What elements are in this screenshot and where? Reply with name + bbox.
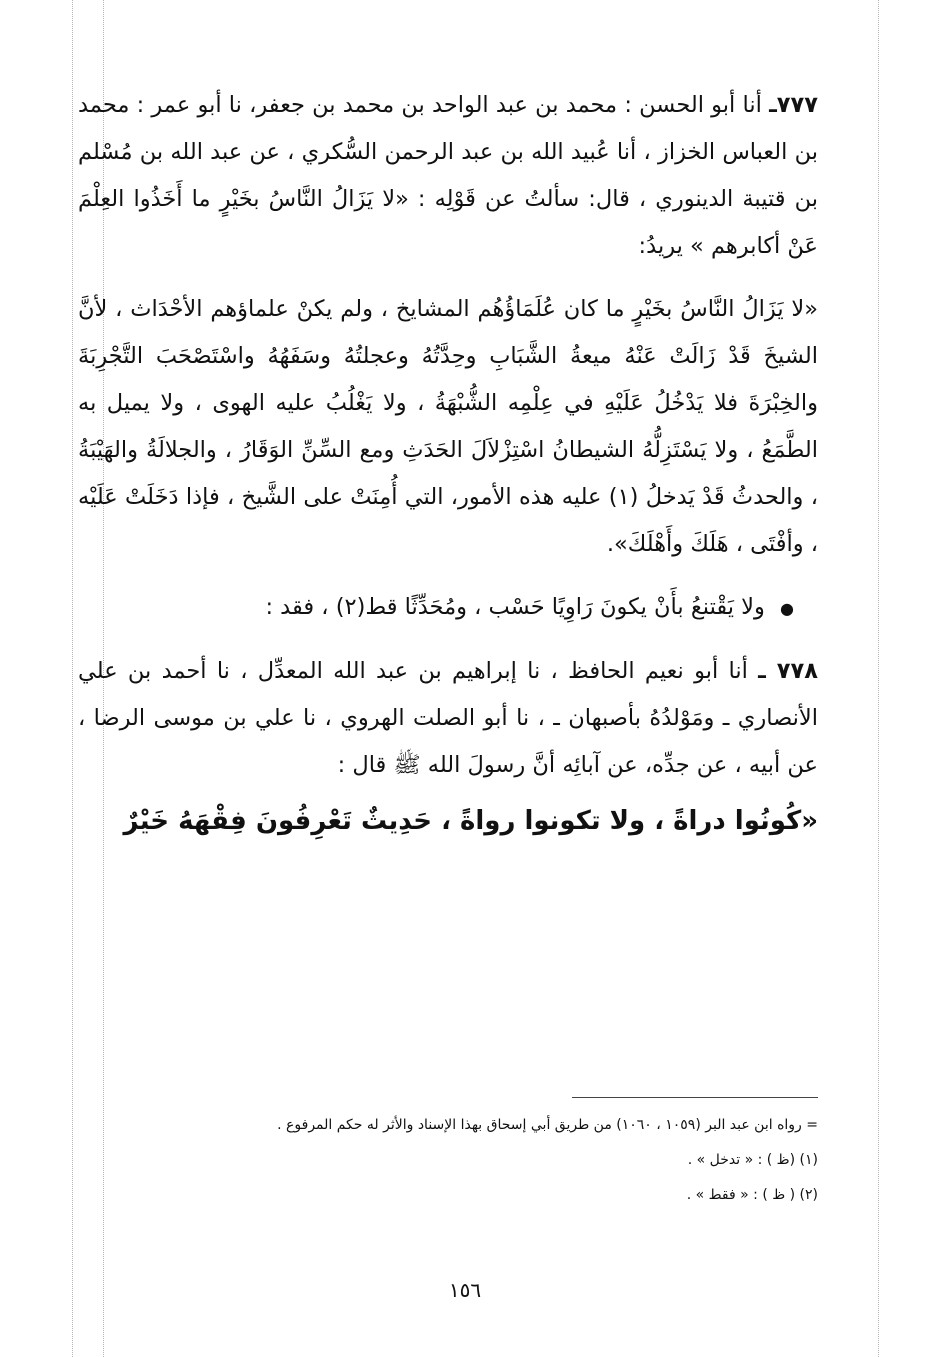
footnote-continuation: = رواه ابن عبد البر (١٠٥٩ ، ١٠٦٠) من طريق أبي إسحاق بهذا الإسناد والأثر له حكم المرفوع . <box>277 1117 818 1133</box>
page-body <box>78 82 818 847</box>
paragraph-778 <box>78 648 818 789</box>
footnote-divider <box>572 1097 818 1098</box>
paragraph-778-text: أنا أبو نعيم الحافظ ، نا إبراهيم بن عبد الله المعدِّل ، نا أحمد بن علي الأنصاري ـ ومَوْلدُهُ بأصبهان ـ ، نا أبو الصلت الهروي ، نا علي بن موسى الرضا ، عن أبيه ، عن جدِّه، عن آبائِه أنَّ رسولَ الله ﷺ قال : <box>78 658 818 778</box>
paragraph-bullet <box>78 584 818 632</box>
paragraph-explanation-text: «لا يَزَالُ النَّاسُ بخَيْرٍ ما كان عُلَمَاؤُهُم المشايخ ، ولم يكنْ علماؤهم الأحْدَاث ، لأنَّ الشيخَ قَدْ زَالَتْ عَنْهُ ميعةُ الشَّبَابِ وحِدَّتُهُ وعجلتُهُ وسَفَهُهُ واسْتَصْحَبَ التَّجْرِبَةَ والخِبْرَةَ فلا يَدْخُلُ عَلَيْهِ في عِلْمِه الشُّبْهَةُ ، ولا يَغْلُبُ عليه الهوى ، ولا يميل به الطَّمَعُ ، ولا يَسْتَزِلُّهُ الشيطانُ اسْتِزْلاَلَ الحَدَثِ ومع السِّنِّ الوَقَارُ ، والجلالَةُ والهَيْبَةُ ، والحدثُ قَدْ يَدخلُ (١) عليه هذه الأمور، التي أُمِنَتْ على الشَّيخ ، فإذا دَخَلَتْ عَلَيْه ، وأفْتَى ، هَلَكَ وأَهْلَكَ». <box>78 296 818 557</box>
footnote-1: (١) (ظ ) : « تدخل » . <box>687 1152 818 1168</box>
hadith-number-777: ٧٧٧ـ <box>769 92 818 118</box>
paragraph-hadith <box>78 795 818 847</box>
paragraph-bullet-text: ولا يَقْتنعُ بأَنْ يكونَ رَاوِيًا حَسْب ، ومُحَدِّثًا قط(٢) ، فقد : <box>265 594 765 620</box>
margin-guide-left <box>72 0 73 1357</box>
bullet-icon: ● <box>780 599 794 618</box>
footnote-2: (٢) ( ظ ) : « فقط » . <box>686 1187 818 1203</box>
paragraph-777-text: أنا أبو الحسن : محمد بن عبد الواحد بن محمد بن جعفر، نا أبو عمر : محمد بن العباس الخزاز ، أنا عُبيد الله بن عبد الرحمن السُّكري ، عن عبد الله بن مُسْلم بن قتيبة الدينوري ، قال: سألتُ عن قَوْلِه : «لا يَزَالُ النَّاسُ بخَيْرٍ ما أَخَذُوا العِلْمَ عَنْ أكابرهم » يريدُ: <box>78 92 818 259</box>
page-number: ١٥٦ <box>448 1278 482 1302</box>
footnotes <box>118 1108 818 1213</box>
paragraph-explanation <box>78 286 818 568</box>
hadith-number-778: ٧٧٨ ـ <box>758 658 818 684</box>
paragraph-hadith-text: «كُونُوا دراةً ، ولا تكونوا رواةً ، حَدِيثٌ تَعْرِفُونَ فِقْهَهُ خَيْرٌ <box>123 806 818 836</box>
margin-guide-right <box>878 0 879 1357</box>
paragraph-777 <box>78 82 818 270</box>
